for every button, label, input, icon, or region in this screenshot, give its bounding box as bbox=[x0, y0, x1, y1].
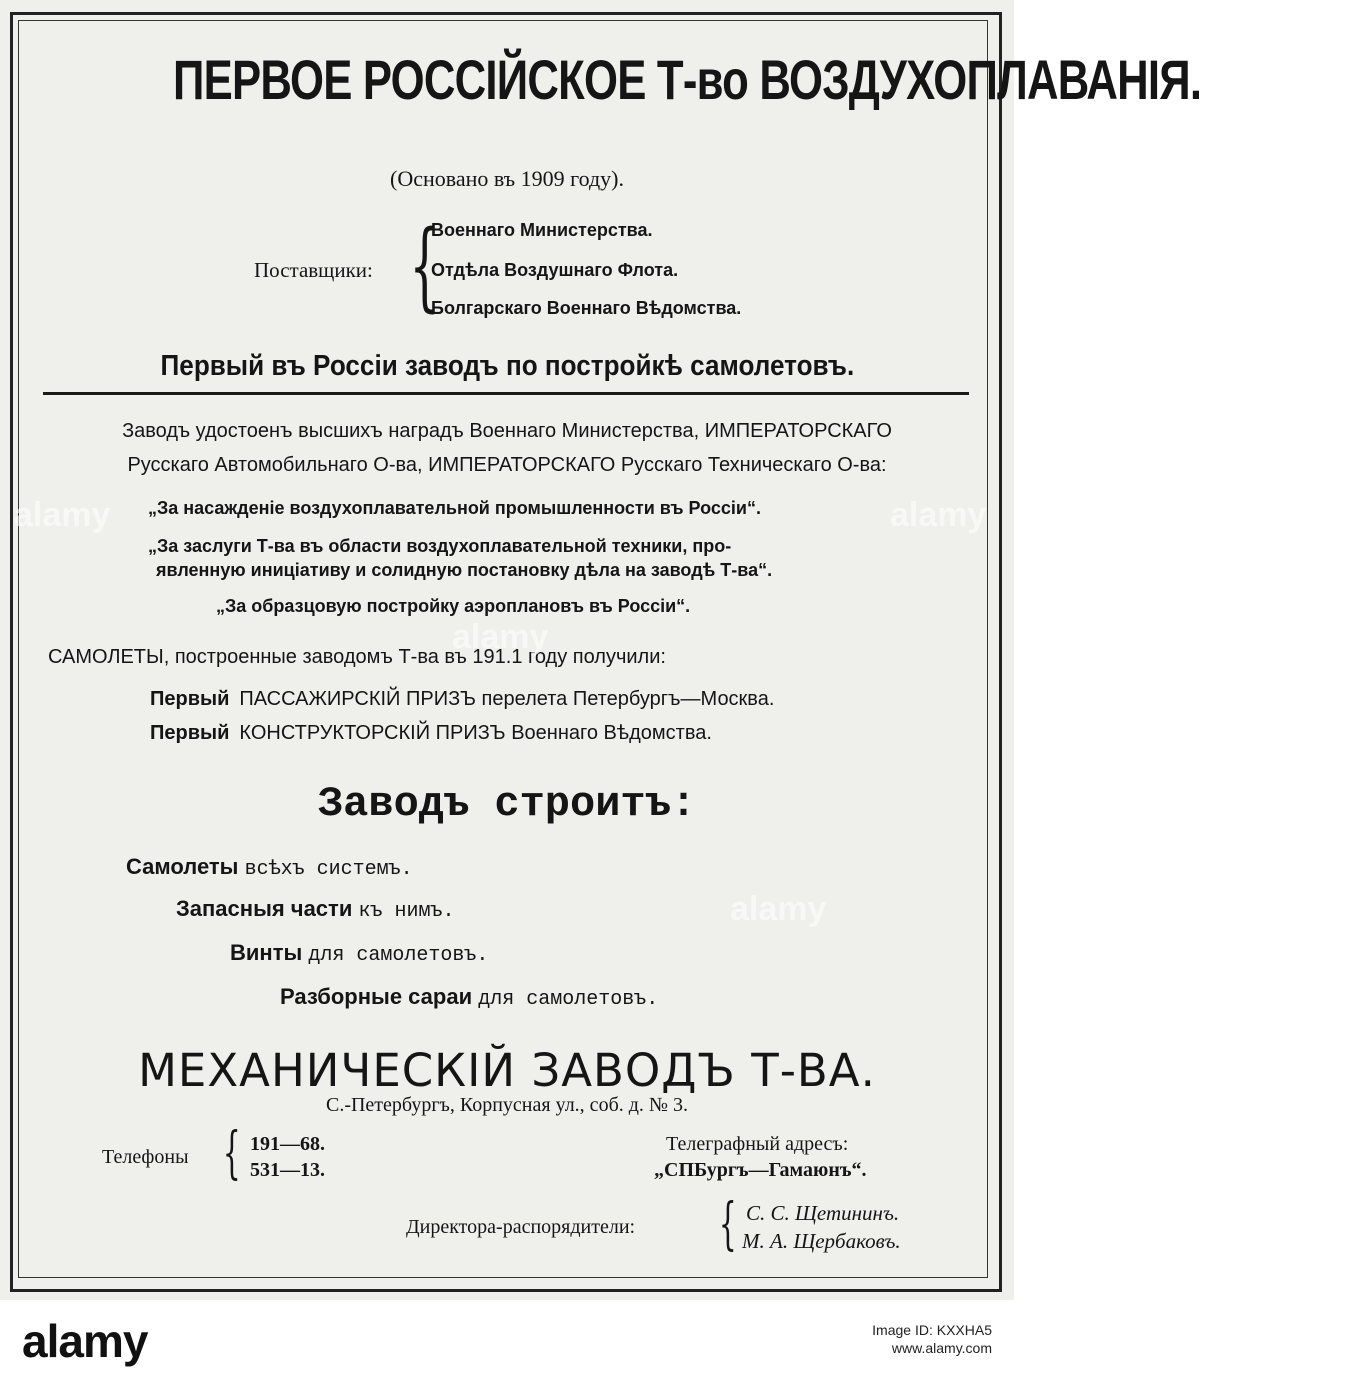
supplier-item: Отдѣла Воздушнаго Флота. bbox=[431, 260, 679, 280]
stock-url[interactable]: www.alamy.com bbox=[891, 1339, 992, 1356]
award-quote: „За насажденіе воздухоплавательной промышленности въ Россіи“. bbox=[148, 498, 761, 518]
build-item-name: Запасныя части bbox=[176, 896, 353, 921]
director-name: С. С. Щетининъ. bbox=[746, 1201, 900, 1225]
award-quote: „За заслуги Т-ва въ области воздухоплавательной техники, про- bbox=[148, 536, 732, 556]
telegraph-label: Телеграфный адресъ: bbox=[666, 1133, 849, 1155]
prize-rank: Первый bbox=[150, 688, 230, 710]
award-quote: „За образцовую постройку аэроплановъ въ Россіи“. bbox=[216, 596, 691, 616]
build-item bbox=[280, 984, 658, 1011]
watermark: alamy bbox=[890, 496, 987, 534]
supplier-item: Болгарскаго Военнаго Вѣдомства. bbox=[431, 298, 742, 318]
award-quote: явленную иниціативу и солидную постановку дѣла на заводѣ Т-ва“. bbox=[156, 560, 773, 580]
build-item-note: къ нимъ. bbox=[358, 900, 455, 923]
build-item-note: для самолетовъ. bbox=[308, 944, 489, 967]
page-title: ПЕРВОЕ РОССІЙСКОЕ Т-во ВОЗДУХОПЛАВАНІЯ. bbox=[173, 48, 1202, 111]
image-id-text: Image ID: KXXHA5 bbox=[872, 1322, 992, 1338]
stock-footer bbox=[0, 1300, 1014, 1390]
build-item bbox=[126, 854, 413, 881]
watermark: alamy bbox=[730, 890, 827, 928]
factory-address: С.-Петербургъ, Корпусная ул., соб. д. № 3. bbox=[325, 1094, 688, 1116]
builds-heading: Заводъ строитъ: bbox=[317, 780, 697, 828]
telegraph-address: „СПБургъ—Гамаюнъ“. bbox=[654, 1159, 867, 1181]
phones-brace: { bbox=[222, 1121, 241, 1186]
build-item bbox=[230, 940, 488, 967]
build-item-name: Винты bbox=[230, 940, 303, 965]
prize-row bbox=[150, 688, 774, 711]
founded-note: (Основано въ 1909 году). bbox=[390, 166, 624, 191]
suppliers-label: Поставщики: bbox=[254, 258, 373, 282]
stock-image-id bbox=[872, 1322, 992, 1357]
stock-logo[interactable]: alamy bbox=[22, 1315, 148, 1367]
build-item bbox=[176, 896, 454, 923]
phones-label: Телефоны bbox=[102, 1146, 189, 1168]
phone-number: 191—68. bbox=[250, 1133, 325, 1155]
watermark: alamy bbox=[452, 618, 549, 656]
planes-intro: САМОЛЕТЫ, построенные заводомъ Т-ва въ 191.1 году получили: bbox=[48, 646, 666, 668]
build-item-note: для самолетовъ. bbox=[478, 988, 659, 1011]
awards-intro-line: Русскаго Автомобильнаго О-ва, ИМПЕРАТОРСКАГО Русскаго Техническаго О-ва: bbox=[127, 454, 887, 476]
factory-title: МЕХАНИЧЕСКІЙ ЗАВОДЪ Т-ВА. bbox=[138, 1044, 876, 1097]
suppliers-brace: { bbox=[409, 210, 440, 322]
director-name: М. А. Щербаковъ. bbox=[742, 1229, 901, 1253]
prize-row bbox=[150, 722, 712, 745]
prize-rank: Первый bbox=[150, 722, 230, 744]
build-item-name: Разборные сараи bbox=[280, 984, 473, 1009]
supplier-item: Военнаго Министерства. bbox=[431, 220, 653, 240]
watermark: alamy bbox=[14, 496, 111, 534]
plant-heading: Первый въ Россіи заводъ по постройкѣ самолетовъ. bbox=[160, 350, 854, 382]
heading-underline bbox=[43, 392, 969, 395]
awards-intro-line: Заводъ удостоенъ высшихъ наградъ Военнаго Министерства, ИМПЕРАТОРСКАГО bbox=[122, 420, 892, 442]
build-item-note: всѣхъ системъ. bbox=[244, 858, 413, 881]
build-item-name: Самолеты bbox=[126, 854, 239, 879]
directors-brace: { bbox=[718, 1192, 737, 1257]
directors-label: Директора-распорядители: bbox=[406, 1216, 636, 1238]
prize-text: ПАССАЖИРСКІЙ ПРИЗЪ перелета Петербургъ—Москва. bbox=[239, 688, 775, 710]
phone-number: 531—13. bbox=[250, 1159, 325, 1181]
prize-text: КОНСТРУКТОРСКІЙ ПРИЗЪ Военнаго Вѣдомства. bbox=[239, 722, 712, 744]
